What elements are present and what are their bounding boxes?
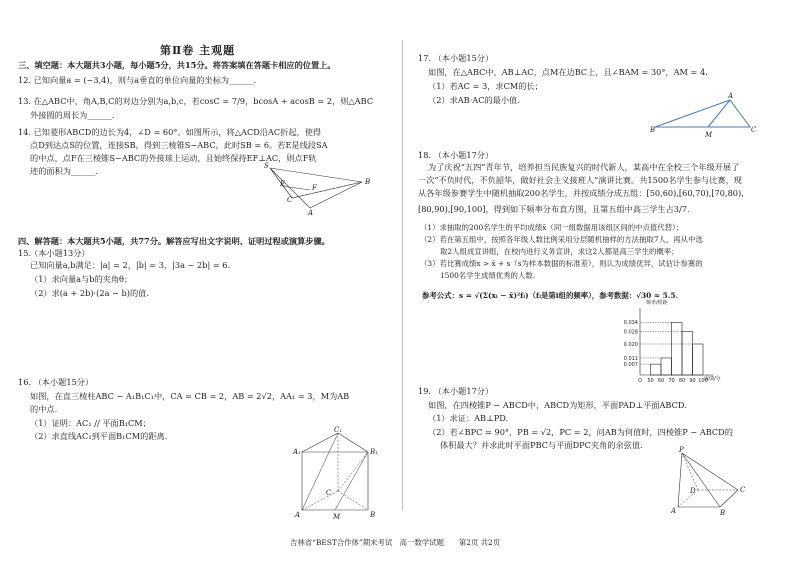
histogram-bar <box>651 364 662 375</box>
question-19: 如图，在四棱锥P − ABCD中，ABCD为矩形，平面PAD⊥平面ABCD. <box>428 400 687 410</box>
question-18-part3: （3）若比赛成绩x > x̄ + s（s为样本数据的标准差），则认为成绩优异，试估计参赛的 <box>420 259 703 268</box>
question-17-part2: （2）求AB·AC的最小值. <box>428 95 520 105</box>
question-18-cont2: 从各年级参赛学生中随机抽取200名学生，并按成绩分成五组：[50,60),[60,70),[70,80), <box>418 188 744 198</box>
svg-text:B: B <box>365 178 371 186</box>
question-13-cont: 外接圆的周长为______. <box>30 110 115 120</box>
svg-text:C₁: C₁ <box>334 426 343 434</box>
question-18-part3-cont: 1500名学生成绩优秀的人数. <box>440 271 536 280</box>
svg-text:A: A <box>295 511 301 519</box>
question-19-part2-cont: 体积最大？并求此时平面PBC与平面DPC夹角的余弦值. <box>440 440 643 450</box>
question-14-cont3: 迹的面积为______. <box>30 166 99 176</box>
x-axis-label: 成绩/分 <box>704 376 721 382</box>
x-tick-label: 100 <box>698 378 708 384</box>
histogram-bar <box>682 332 693 375</box>
section-answers: 四、解答题：本大题共5小题，共77分。解答应写出文字说明、证明过程或演算步骤。 <box>18 236 330 246</box>
question-15-part1: （1）求向量a与b的夹角θ； <box>30 274 133 284</box>
reference-formula: 参考公式：s = √(Σ(xᵢ − x̄)²fᵢ)（fᵢ是第i组的频率），参考数据：√30 ≈ 5.5. <box>422 291 679 300</box>
y-tick-label: 0.007 <box>623 361 638 368</box>
pyramid-figure-q19 <box>670 445 750 520</box>
question-19-header: 19. （本小题17分） <box>418 386 494 396</box>
question-16-header: 16. （本小题15分） <box>18 377 94 387</box>
question-16: 如图，在直三棱柱ABC − A₁B₁C₁中，CA = CB = 2，AB = 2√2，AA₁ = 3，M为AB <box>30 391 350 401</box>
x-tick-label: 90 <box>689 378 696 384</box>
y-tick-label: 0.011 <box>623 355 638 362</box>
prism-figure-q16 <box>290 425 385 525</box>
triangle-figure-q17 <box>650 92 760 137</box>
y-tick-label: 0.020 <box>623 341 638 348</box>
page-footer: 吉林省“BEST合作体”期末考试 高一数学试题 第2页 共2页 <box>290 538 501 547</box>
question-14-cont: 点D到达点S的位置，连接SB，得到三棱锥S−ABC，此时SB = 6。若E是线段SA <box>30 140 328 150</box>
svg-text:C: C <box>287 196 293 204</box>
svg-text:B₁: B₁ <box>370 448 378 456</box>
question-17-part1: （1）若AC = 3，求CM的长； <box>428 81 543 91</box>
section-fill-blank: 三、填空题：本大题共3小题，每小题5分，共15分。将答案填在答题卡相应的位置上。 <box>18 60 336 70</box>
question-18-part1: （1）求抽取的200名学生的平均成绩x̄（同一组数据用该组区间的中点值代替）； <box>420 223 684 232</box>
question-17: 如图，在△ABC中，AB⊥AC，点M在边BC上，且∠BAM = 30°，AM = 4. <box>428 67 708 77</box>
x-tick-label: 70 <box>668 378 675 384</box>
svg-text:A: A <box>728 92 734 100</box>
question-16-cont: 的中点. <box>30 404 58 414</box>
question-15: 已知向量a,b满足：|a| = 2，|b| = 3，|3a − 2b| = 6. <box>30 260 231 270</box>
pyramid-figure-q14 <box>262 160 372 220</box>
page-title: 第Ⅱ卷 主观题 <box>160 44 236 57</box>
svg-text:F: F <box>312 184 317 192</box>
x-tick-label: 80 <box>678 378 686 384</box>
svg-text:B: B <box>720 509 726 517</box>
question-17-header: 17. （本小题15分） <box>418 53 494 63</box>
svg-text:C: C <box>751 126 757 134</box>
question-14: 14. 已知菱形ABCD的边长为4，∠D = 60°。如图所示，将△ACD沿AC折起，使得 <box>18 127 322 137</box>
y-axis-label: 频率/组距 <box>646 300 668 306</box>
question-18-cont3: [80,90),[90,100]，得到如下频率分布直方图，且第五组中高三学生占3/7. <box>418 204 690 214</box>
question-18-part2-cont: 取2人组成宣讲组，在校内进行义务宣讲，求这2人都是高三学生的概率； <box>440 247 679 256</box>
svg-text:B: B <box>370 511 376 519</box>
histogram-bar <box>693 344 704 375</box>
x-tick-label: O <box>638 378 642 384</box>
histogram-bar <box>661 358 672 375</box>
svg-text:M: M <box>333 513 341 521</box>
y-tick-label: 0.034 <box>623 320 638 327</box>
question-16-part1: （1）证明：AC₁ // 平面B₁CM； <box>30 418 151 428</box>
question-15-number: 15. <box>18 248 32 258</box>
svg-text:S: S <box>264 162 269 170</box>
svg-text:M: M <box>705 131 713 139</box>
svg-text:B: B <box>650 126 656 134</box>
question-19-part2: （2）若∠BPC = 90°，PB = √2，PC = 2，问AB为何值时，四棱锥P − ABCD的 <box>428 427 733 437</box>
column-divider <box>402 40 403 510</box>
question-18-header: 18. （本小题17分） <box>418 150 494 160</box>
svg-text:A: A <box>671 507 677 515</box>
question-12: 12. 已知向量a = (−3,4)，则与a垂直的单位向量的坐标为______. <box>18 75 257 85</box>
svg-text:A₁: A₁ <box>293 448 301 456</box>
svg-text:D: D <box>690 487 696 495</box>
question-18: 为了庆祝“五四”青年节，培养担当民族复兴的时代新人，某高中在全校三个年级开展了 <box>428 162 740 172</box>
svg-text:C: C <box>740 486 746 494</box>
question-18-cont: 一次“不负时代，不负韶华，做好社会主义接班人”演讲比赛。共1500名学生参与比赛，现 <box>418 175 742 185</box>
x-tick-label: 50 <box>647 378 654 384</box>
histogram-bar <box>672 322 683 375</box>
x-tick-label: 60 <box>657 378 665 384</box>
svg-text:P: P <box>679 446 684 454</box>
question-19-part1: （1）求证：AB⊥PD. <box>428 413 509 423</box>
question-15-header: （本小题13分） <box>30 248 90 258</box>
question-16-part2: （2）求直线AC₁到平面B₁CM的距离. <box>30 431 168 441</box>
question-14-cont2: 的中点，点F在三棱锥S−ABC的外接球上运动，且始终保持EF⊥AC，则点F轨 <box>30 153 317 163</box>
y-tick-label: 0.028 <box>623 329 638 336</box>
question-15-part2: （2）求(a + 2b)·(2a − b)的值. <box>30 288 149 298</box>
question-18-part2: （2）若在第五组中，按照各年级人数比例采用分层随机抽样的方法抽取7人，再从中选 <box>420 235 703 244</box>
question-13: 13. 在△ABC中，角A,B,C的对边分别为a,b,c，若cosC = 7/9，bcosA + acosB = 2，则△ABC <box>18 96 374 106</box>
frequency-histogram <box>610 300 730 385</box>
svg-text:C: C <box>326 489 332 497</box>
svg-text:A: A <box>308 209 314 217</box>
svg-text:E: E <box>280 180 286 188</box>
